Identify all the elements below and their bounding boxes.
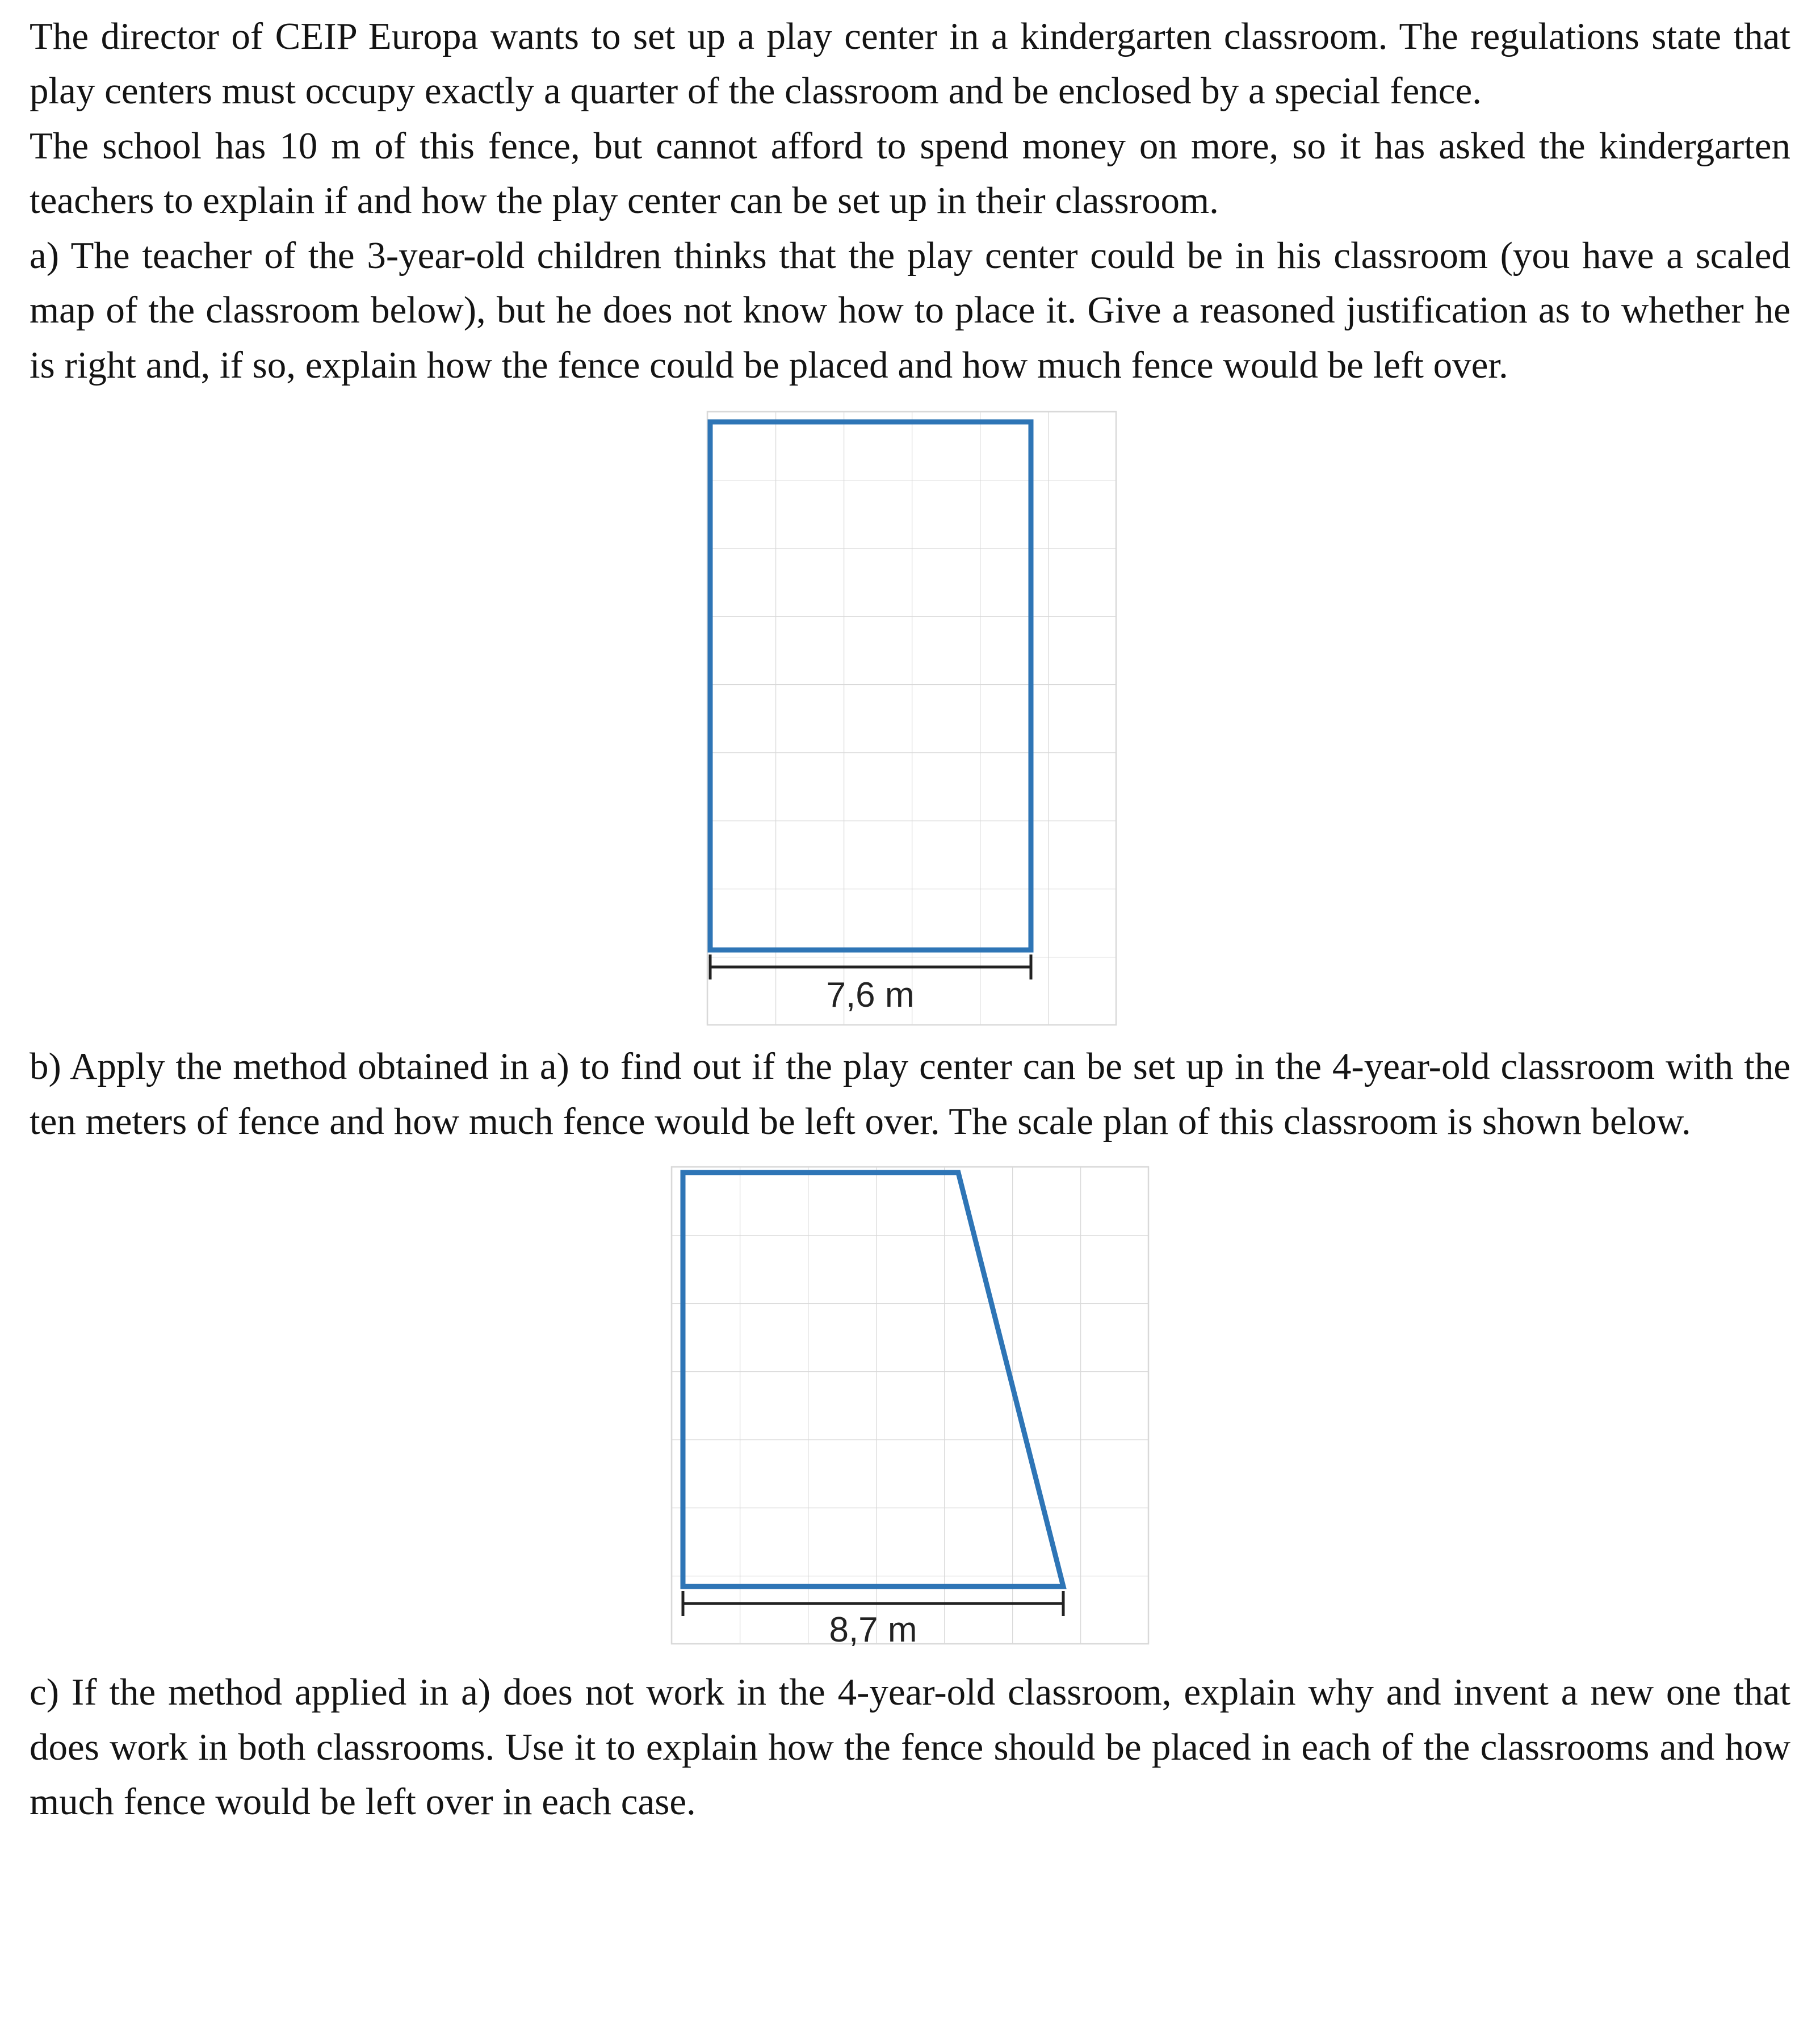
- worksheet-page: [30, 9, 1790, 1830]
- figure-classroom-3yo: [30, 407, 1790, 1035]
- width-dimension-label: 8,7 m: [829, 1610, 917, 1650]
- paragraph-part-a: a) The teacher of the 3-year-old children thinks that the play center could be in his classroom (you have a scaled map of the classroom below), but he does not know how to place it. Give a reasoned justification as to whether he is right and, if so, explain how the fence could be placed and how much fence would be left over.: [30, 234, 1790, 386]
- paragraph-intro-1: The director of CEIP Europa wants to set up a play center in a kindergarten classroom. The regulations state that play centers must occupy exactly a quarter of the classroom and be enclosed by a special fence.: [30, 15, 1790, 112]
- paragraph-part-c: c) If the method applied in a) does not work in the 4-year-old classroom, explain why and invent a new one that does work in both classrooms. Use it to explain how the fence should be placed in each of the classrooms and how much fence would be left over in each case.: [30, 1671, 1790, 1823]
- classroom-3yo-plan: [699, 407, 1122, 1032]
- grid-background: [672, 1167, 1148, 1644]
- figure-classroom-4yo: [30, 1163, 1790, 1660]
- grid-background: [707, 412, 1116, 1025]
- paragraph-intro-2: The school has 10 m of this fence, but cannot afford to spend money on more, so it has asked the kindergarten teachers to explain if and how the play center can be set up in their classroom.: [30, 124, 1790, 222]
- classroom-4yo-plan: [666, 1163, 1154, 1657]
- width-dimension-label: 7,6 m: [825, 976, 915, 1015]
- paragraph-part-b: b) Apply the method obtained in a) to find out if the play center can be set up in the 4-year-old classroom with the ten meters of fence and how much fence would be left over. The scale plan of this classroom is shown below.: [30, 1045, 1790, 1142]
